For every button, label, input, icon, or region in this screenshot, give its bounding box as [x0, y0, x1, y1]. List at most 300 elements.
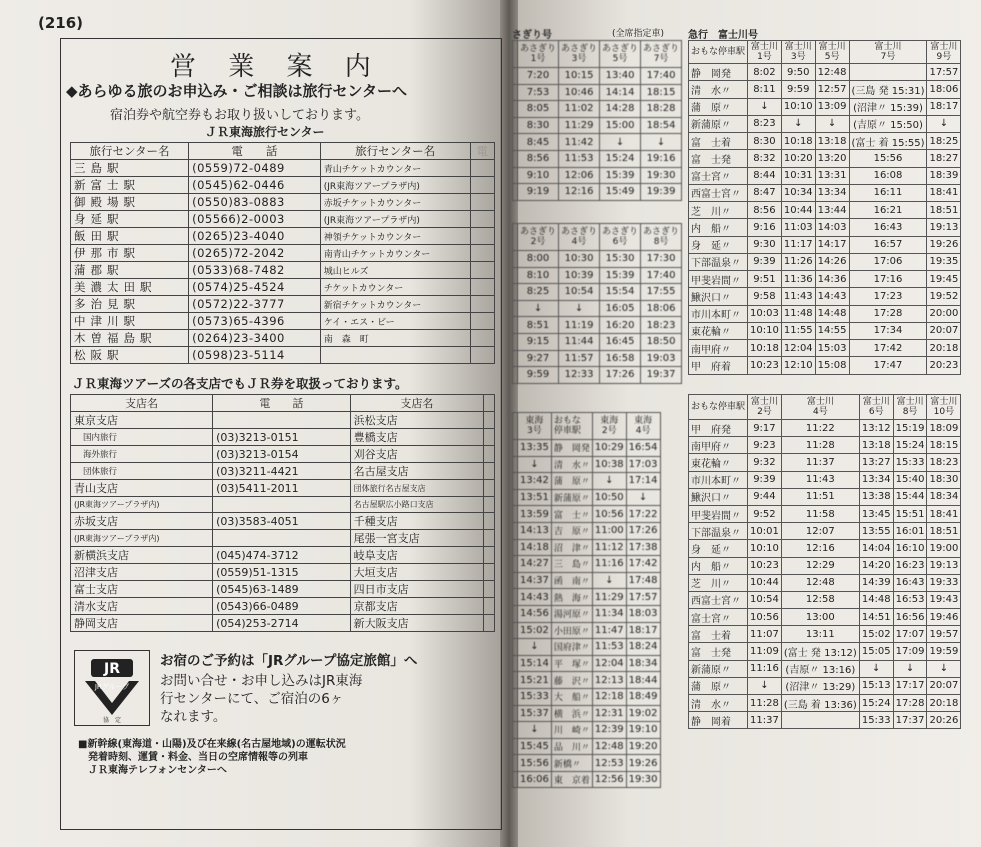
time-cell: 新蒲原〃: [551, 489, 592, 506]
time-cell: 18:50: [641, 333, 682, 350]
table-row: [513, 506, 661, 523]
info-title: 営 業 案 内: [170, 52, 383, 82]
logo-group-text: JRグループ: [94, 683, 130, 691]
time-cell: 新橋〃: [551, 755, 592, 772]
time-cell: 鰍沢口〃: [689, 488, 748, 505]
time-cell: 10:23: [748, 357, 782, 374]
time-cell: 15:21: [518, 672, 552, 689]
time-cell: 下部温泉〃: [689, 523, 748, 540]
time-cell: 19:46: [927, 609, 961, 626]
time-cell: 17:42: [849, 340, 927, 357]
table-row: [71, 530, 495, 547]
table-row: [513, 184, 682, 201]
time-cell: 16:11: [849, 184, 927, 201]
time-cell: 17:07: [893, 626, 927, 643]
branch-tel: (03)3211-4421: [213, 463, 351, 480]
center-name-2: 青山チケットカウンター: [320, 160, 470, 177]
time-cell: 鰍沢口〃: [689, 288, 748, 305]
table-row: [513, 251, 682, 268]
time-cell: 11:43: [781, 288, 815, 305]
time-cell: 15:45: [518, 738, 552, 755]
time-cell: 16:45: [600, 333, 641, 350]
time-cell: 11:42: [559, 134, 600, 151]
time-cell: 13:40: [600, 68, 641, 85]
time-cell: 11:51: [781, 488, 859, 505]
time-cell: 平 塚〃: [551, 655, 592, 672]
table-row: [689, 340, 961, 357]
time-cell: 身 延〃: [689, 540, 748, 557]
header-cell: 富士川 10号: [927, 395, 961, 420]
page-number: (216): [38, 14, 84, 32]
time-cell: 14:26: [815, 253, 849, 270]
center-name-2: 神領チケットカウンター: [320, 228, 470, 245]
time-cell: 甲 府着: [689, 357, 748, 374]
time-cell: 19:03: [641, 350, 682, 367]
table-row: [71, 330, 495, 347]
time-cell: 12:48: [781, 574, 859, 591]
time-cell: 9:50: [781, 64, 815, 81]
time-cell: 10:39: [559, 267, 600, 284]
time-cell: 11:19: [559, 317, 600, 334]
time-cell: 内 船〃: [689, 219, 748, 236]
time-cell: 11:28: [748, 695, 782, 712]
table-row: [71, 296, 495, 313]
branch-name: 富士支店: [71, 581, 213, 598]
time-cell: 18:23: [927, 454, 961, 471]
time-cell: 18:30: [927, 471, 961, 488]
table-header: [689, 395, 961, 420]
time-cell: 13:20: [815, 150, 849, 167]
time-cell: 13:35: [518, 440, 552, 457]
time-cell: 市川本町〃: [689, 471, 748, 488]
header-cell: 電 話: [213, 395, 351, 412]
time-cell: 蒲 原〃: [551, 473, 592, 490]
table-row: [689, 133, 961, 150]
time-cell: 15:56: [849, 150, 927, 167]
header-cell: おもな 停車駅: [551, 413, 592, 440]
header-cell: 富士川 8号: [893, 395, 927, 420]
branch-tel: (045)474-3712: [213, 547, 351, 564]
footer-line: ■新幹線(東海道・山陽)及び在来線(名古屋地域)の運転状況: [78, 739, 346, 750]
time-cell: 11:53: [559, 150, 600, 167]
table-row: [513, 722, 661, 739]
time-cell: 芝 川〃: [689, 202, 748, 219]
table-row: [513, 117, 682, 134]
time-cell: 12:56: [592, 771, 626, 788]
table-row: [689, 454, 961, 471]
asagiri-title: さぎり号: [512, 30, 552, 41]
time-cell: 16:10: [893, 540, 927, 557]
time-cell: 10:54: [748, 591, 782, 608]
time-cell: 11:48: [781, 305, 815, 322]
time-cell: 15:02: [859, 626, 893, 643]
center-tel-2: [470, 177, 494, 194]
time-cell: 8:30: [518, 117, 559, 134]
branch-tel: (0559)51-1315: [213, 564, 351, 581]
branch-name: 海外旅行: [71, 446, 213, 463]
center-name-2: 赤坂チケットカウンター: [320, 194, 470, 211]
time-cell: 16:43: [849, 219, 927, 236]
branch-tel: (0545)63-1489: [213, 581, 351, 598]
time-cell: 15:40: [893, 471, 927, 488]
header-cell: 旅行センター名: [71, 143, 189, 160]
header-cell: [484, 395, 495, 412]
time-cell: 16:08: [849, 167, 927, 184]
time-cell: 13:12: [859, 420, 893, 437]
center-name: 身延駅: [71, 211, 189, 228]
time-cell: 10:29: [592, 440, 626, 457]
time-cell: 9:51: [748, 271, 782, 288]
time-cell: (沼津〃 13:29): [781, 677, 859, 694]
time-cell: 12:33: [559, 367, 600, 384]
time-cell: 17:23: [849, 288, 927, 305]
time-cell: 16:21: [849, 202, 927, 219]
time-cell: 品 川〃: [551, 738, 592, 755]
header-cell: 電: [470, 143, 494, 160]
time-cell: 19:57: [927, 626, 961, 643]
time-cell: 17:28: [893, 695, 927, 712]
branch-tel-2: [484, 463, 495, 480]
center-name-2: [320, 347, 470, 364]
time-cell: 14:04: [859, 540, 893, 557]
time-cell: 11:12: [592, 539, 626, 556]
table-row: [71, 547, 495, 564]
time-cell: 南甲府〃: [689, 340, 748, 357]
time-cell: 13:27: [859, 454, 893, 471]
time-cell: 20:26: [927, 712, 961, 729]
center-name-2: 南青山チケットカウンター: [320, 245, 470, 262]
time-cell: 18:23: [641, 317, 682, 334]
time-cell: 12:29: [781, 557, 859, 574]
hotel-line: 行センターにて、ご宿泊の6ヶ: [160, 691, 344, 707]
time-cell: 18:24: [626, 639, 660, 656]
time-cell: 14:48: [815, 305, 849, 322]
table-row: [513, 755, 661, 772]
time-cell: 16:53: [893, 591, 927, 608]
center-name: 美濃太田駅: [71, 279, 189, 296]
branch-name-2: 名古屋駅広小路口支店: [350, 497, 484, 513]
table-row: [689, 150, 961, 167]
time-cell: 19:45: [927, 271, 961, 288]
table-row: [513, 605, 661, 622]
time-cell: 11:43: [781, 471, 859, 488]
table-row: [513, 705, 661, 722]
time-cell: 16:06: [518, 771, 552, 788]
time-cell: 8:44: [748, 167, 782, 184]
time-cell: (吉原〃 15:50): [849, 115, 927, 132]
time-cell: 18:49: [626, 688, 660, 705]
branch-tel: [213, 412, 351, 429]
table-row: [513, 738, 661, 755]
table-row: [71, 615, 495, 632]
branch-name: 国内旅行: [71, 429, 213, 446]
time-cell: 13:34: [859, 471, 893, 488]
time-cell: 大 船〃: [551, 688, 592, 705]
center-tel: (0533)68-7482: [189, 262, 321, 279]
time-cell: 14:20: [859, 557, 893, 574]
time-cell: ↓: [748, 98, 782, 115]
time-cell: 東花輪〃: [689, 454, 748, 471]
footer-note: [78, 738, 346, 777]
time-cell: 9:30: [748, 236, 782, 253]
table-row: [689, 609, 961, 626]
time-cell: ↓: [559, 300, 600, 317]
time-cell: 11:28: [781, 437, 859, 454]
time-cell: 15:56: [518, 755, 552, 772]
table-row: [513, 539, 661, 556]
time-cell: 19:00: [927, 540, 961, 557]
table-row: [689, 712, 961, 729]
branch-tel-2: [484, 480, 495, 497]
time-cell: 12:07: [781, 523, 859, 540]
hotel-line: なれます。: [160, 709, 227, 725]
table-row: [689, 357, 961, 374]
hotel-line: お問い合せ・お申し込みはJR東海: [160, 673, 363, 689]
table-row: [689, 695, 961, 712]
time-cell: 三 島〃: [551, 556, 592, 573]
header-cell: 東海 2号: [592, 413, 626, 440]
time-cell: 17:26: [600, 367, 641, 384]
time-cell: 14:03: [815, 219, 849, 236]
time-cell: 14:28: [600, 101, 641, 118]
asagiri-up-table: [512, 40, 682, 201]
time-cell: 15:14: [518, 655, 552, 672]
table-row: [513, 101, 682, 118]
table-row: [689, 660, 961, 677]
time-cell: (三島 発 15:31): [849, 81, 927, 98]
time-cell: 西富士宮〃: [689, 184, 748, 201]
time-cell: 10:23: [748, 557, 782, 574]
branch-name-2: 浜松支店: [350, 412, 484, 429]
time-cell: 18:34: [626, 655, 660, 672]
table-row: [689, 437, 961, 454]
time-cell: 15:33: [518, 688, 552, 705]
time-cell: 11:36: [781, 271, 815, 288]
time-cell: 17:55: [641, 284, 682, 301]
time-cell: 18:44: [626, 672, 660, 689]
time-cell: 15:49: [600, 184, 641, 201]
time-cell: 18:15: [641, 84, 682, 101]
branch-name: 団体旅行: [71, 463, 213, 480]
time-cell: 16:58: [600, 350, 641, 367]
branch-tel-2: [484, 598, 495, 615]
table-header: [71, 143, 495, 160]
branch-name: 清水支店: [71, 598, 213, 615]
header-cell: 富士川 9号: [927, 41, 961, 64]
time-cell: 11:53: [592, 639, 626, 656]
header-cell: あさぎり 4号: [559, 224, 600, 251]
time-cell: 11:17: [781, 236, 815, 253]
time-cell: 9:16: [748, 219, 782, 236]
table-row: [513, 589, 661, 606]
table-row: [689, 167, 961, 184]
table-row: [513, 456, 661, 473]
time-cell: 15:24: [859, 695, 893, 712]
time-cell: 18:41: [927, 505, 961, 522]
time-cell: 12:13: [592, 672, 626, 689]
time-cell: 10:44: [781, 202, 815, 219]
header-cell: おもな停車駅: [689, 41, 748, 64]
table-row: [513, 522, 661, 539]
time-cell: 19:37: [641, 367, 682, 384]
time-cell: 13:42: [518, 473, 552, 490]
time-cell: ↓: [893, 660, 927, 677]
table-row: [689, 488, 961, 505]
time-cell: 10:46: [559, 84, 600, 101]
time-cell: ↓: [518, 639, 552, 656]
header-cell: あさぎり 7号: [641, 41, 682, 68]
time-cell: 17:57: [626, 589, 660, 606]
table-row: [71, 194, 495, 211]
table-row: [71, 262, 495, 279]
table-row: [689, 420, 961, 437]
time-cell: 12:18: [592, 688, 626, 705]
branch-name: 青山支店: [71, 480, 213, 497]
time-cell: 11:55: [781, 322, 815, 339]
time-cell: 8:56: [748, 202, 782, 219]
time-cell: 11:29: [592, 589, 626, 606]
branch-name-2: 四日市支店: [350, 581, 484, 598]
time-cell: 16:54: [626, 440, 660, 457]
table-row: [513, 572, 661, 589]
time-cell: 15:44: [893, 488, 927, 505]
table-row: [689, 81, 961, 98]
time-cell: 20:07: [927, 677, 961, 694]
time-cell: 19:39: [641, 184, 682, 201]
time-cell: 10:10: [781, 98, 815, 115]
time-cell: 富 士〃: [551, 506, 592, 523]
table-row: [689, 64, 961, 81]
time-cell: 富 士発: [689, 643, 748, 660]
header-cell: 富士川 6号: [859, 395, 893, 420]
time-cell: 17:03: [626, 456, 660, 473]
time-cell: 11:00: [592, 522, 626, 539]
header-cell: 富士川 1号: [748, 41, 782, 64]
time-cell: 19:10: [626, 722, 660, 739]
time-cell: 9:27: [518, 350, 559, 367]
center-tel-2: [470, 262, 494, 279]
time-cell: 10:56: [592, 506, 626, 523]
table-row: [513, 367, 682, 384]
time-cell: 11:44: [559, 333, 600, 350]
time-cell: 10:44: [748, 574, 782, 591]
time-cell: (沼津〃 15:39): [849, 98, 927, 115]
time-cell: 11:57: [559, 350, 600, 367]
time-cell: 8:23: [748, 115, 782, 132]
center-name: 中津川駅: [71, 313, 189, 330]
center-tel: (0264)23-3400: [189, 330, 321, 347]
time-cell: 17:57: [927, 64, 961, 81]
time-cell: 18:54: [641, 117, 682, 134]
time-cell: 身 延〃: [689, 236, 748, 253]
table-row: [71, 412, 495, 429]
time-cell: 14:36: [815, 271, 849, 288]
time-cell: 18:03: [626, 605, 660, 622]
time-cell: 18:06: [641, 300, 682, 317]
time-cell: 14:37: [518, 572, 552, 589]
center-name: 御殿場駅: [71, 194, 189, 211]
time-cell: 11:34: [592, 605, 626, 622]
time-cell: [849, 64, 927, 81]
footer-line: ＪＲ東海テレフォンセンターへ: [78, 765, 227, 776]
time-cell: 17:47: [849, 357, 927, 374]
table-row: [513, 284, 682, 301]
table-row: [71, 160, 495, 177]
center-tel-2: [470, 330, 494, 347]
time-cell: 10:54: [559, 284, 600, 301]
table-row: [689, 523, 961, 540]
table-row: [71, 228, 495, 245]
header-cell: 富士川 5号: [815, 41, 849, 64]
time-cell: 7:53: [518, 84, 559, 101]
time-cell: 湯河原〃: [551, 605, 592, 622]
branch-tel-2: [484, 446, 495, 463]
time-cell: 17:22: [626, 506, 660, 523]
header-cell: あさぎり 8号: [641, 224, 682, 251]
table-row: [689, 591, 961, 608]
center-tel: (0574)25-4524: [189, 279, 321, 296]
table-row: [513, 672, 661, 689]
center-name: 三島駅: [71, 160, 189, 177]
time-cell: 蒲 原〃: [689, 98, 748, 115]
center-tel: (05566)2-0003: [189, 211, 321, 228]
time-cell: 17:48: [626, 572, 660, 589]
time-cell: 7:20: [518, 68, 559, 85]
table-row: [71, 497, 495, 513]
time-cell: 11:02: [559, 101, 600, 118]
time-cell: 19:35: [927, 253, 961, 270]
time-cell: ↓: [518, 456, 552, 473]
header-cell: 富士川 7号: [849, 41, 927, 64]
branch-tel: (03)3213-0151: [213, 429, 351, 446]
time-cell: 10:20: [781, 150, 815, 167]
center-tel-2: [470, 211, 494, 228]
tours-branch-table: [70, 394, 495, 632]
table-row: [689, 98, 961, 115]
time-cell: 19:16: [641, 150, 682, 167]
time-cell: 15:05: [859, 643, 893, 660]
time-cell: 10:03: [748, 305, 782, 322]
time-cell: ↓: [781, 115, 815, 132]
time-cell: 11:07: [748, 626, 782, 643]
center-name-2: 南 森 町: [320, 330, 470, 347]
time-cell: 16:56: [893, 609, 927, 626]
branch-name-2: 豊橋支店: [350, 429, 484, 446]
table-row: [689, 271, 961, 288]
info-subtitle: 宿泊券や航空券もお取り扱いしております。: [110, 108, 369, 123]
time-cell: 17:16: [849, 271, 927, 288]
tours-heading: ＪＲ東海ツアーズの各支店でもＪＲ券を取扱っております。: [72, 376, 408, 391]
branch-tel-2: [484, 412, 495, 429]
time-cell: 新蒲原〃: [689, 660, 748, 677]
time-cell: 13:09: [815, 98, 849, 115]
time-cell: 13:00: [781, 609, 859, 626]
center-tel: (0559)72-0489: [189, 160, 321, 177]
time-cell: 10:01: [748, 523, 782, 540]
time-cell: 15:03: [815, 340, 849, 357]
branch-tel: (03)3213-0154: [213, 446, 351, 463]
time-cell: 18:39: [927, 167, 961, 184]
header-cell: 支店名: [71, 395, 213, 412]
time-cell: ↓: [518, 722, 552, 739]
time-cell: 10:10: [748, 540, 782, 557]
time-cell: 19:59: [927, 643, 961, 660]
time-cell: 16:01: [893, 523, 927, 540]
time-cell: 清 水〃: [689, 81, 748, 98]
table-row: [513, 440, 661, 457]
table-row: [71, 245, 495, 262]
asagiri-down-table: [512, 223, 682, 384]
